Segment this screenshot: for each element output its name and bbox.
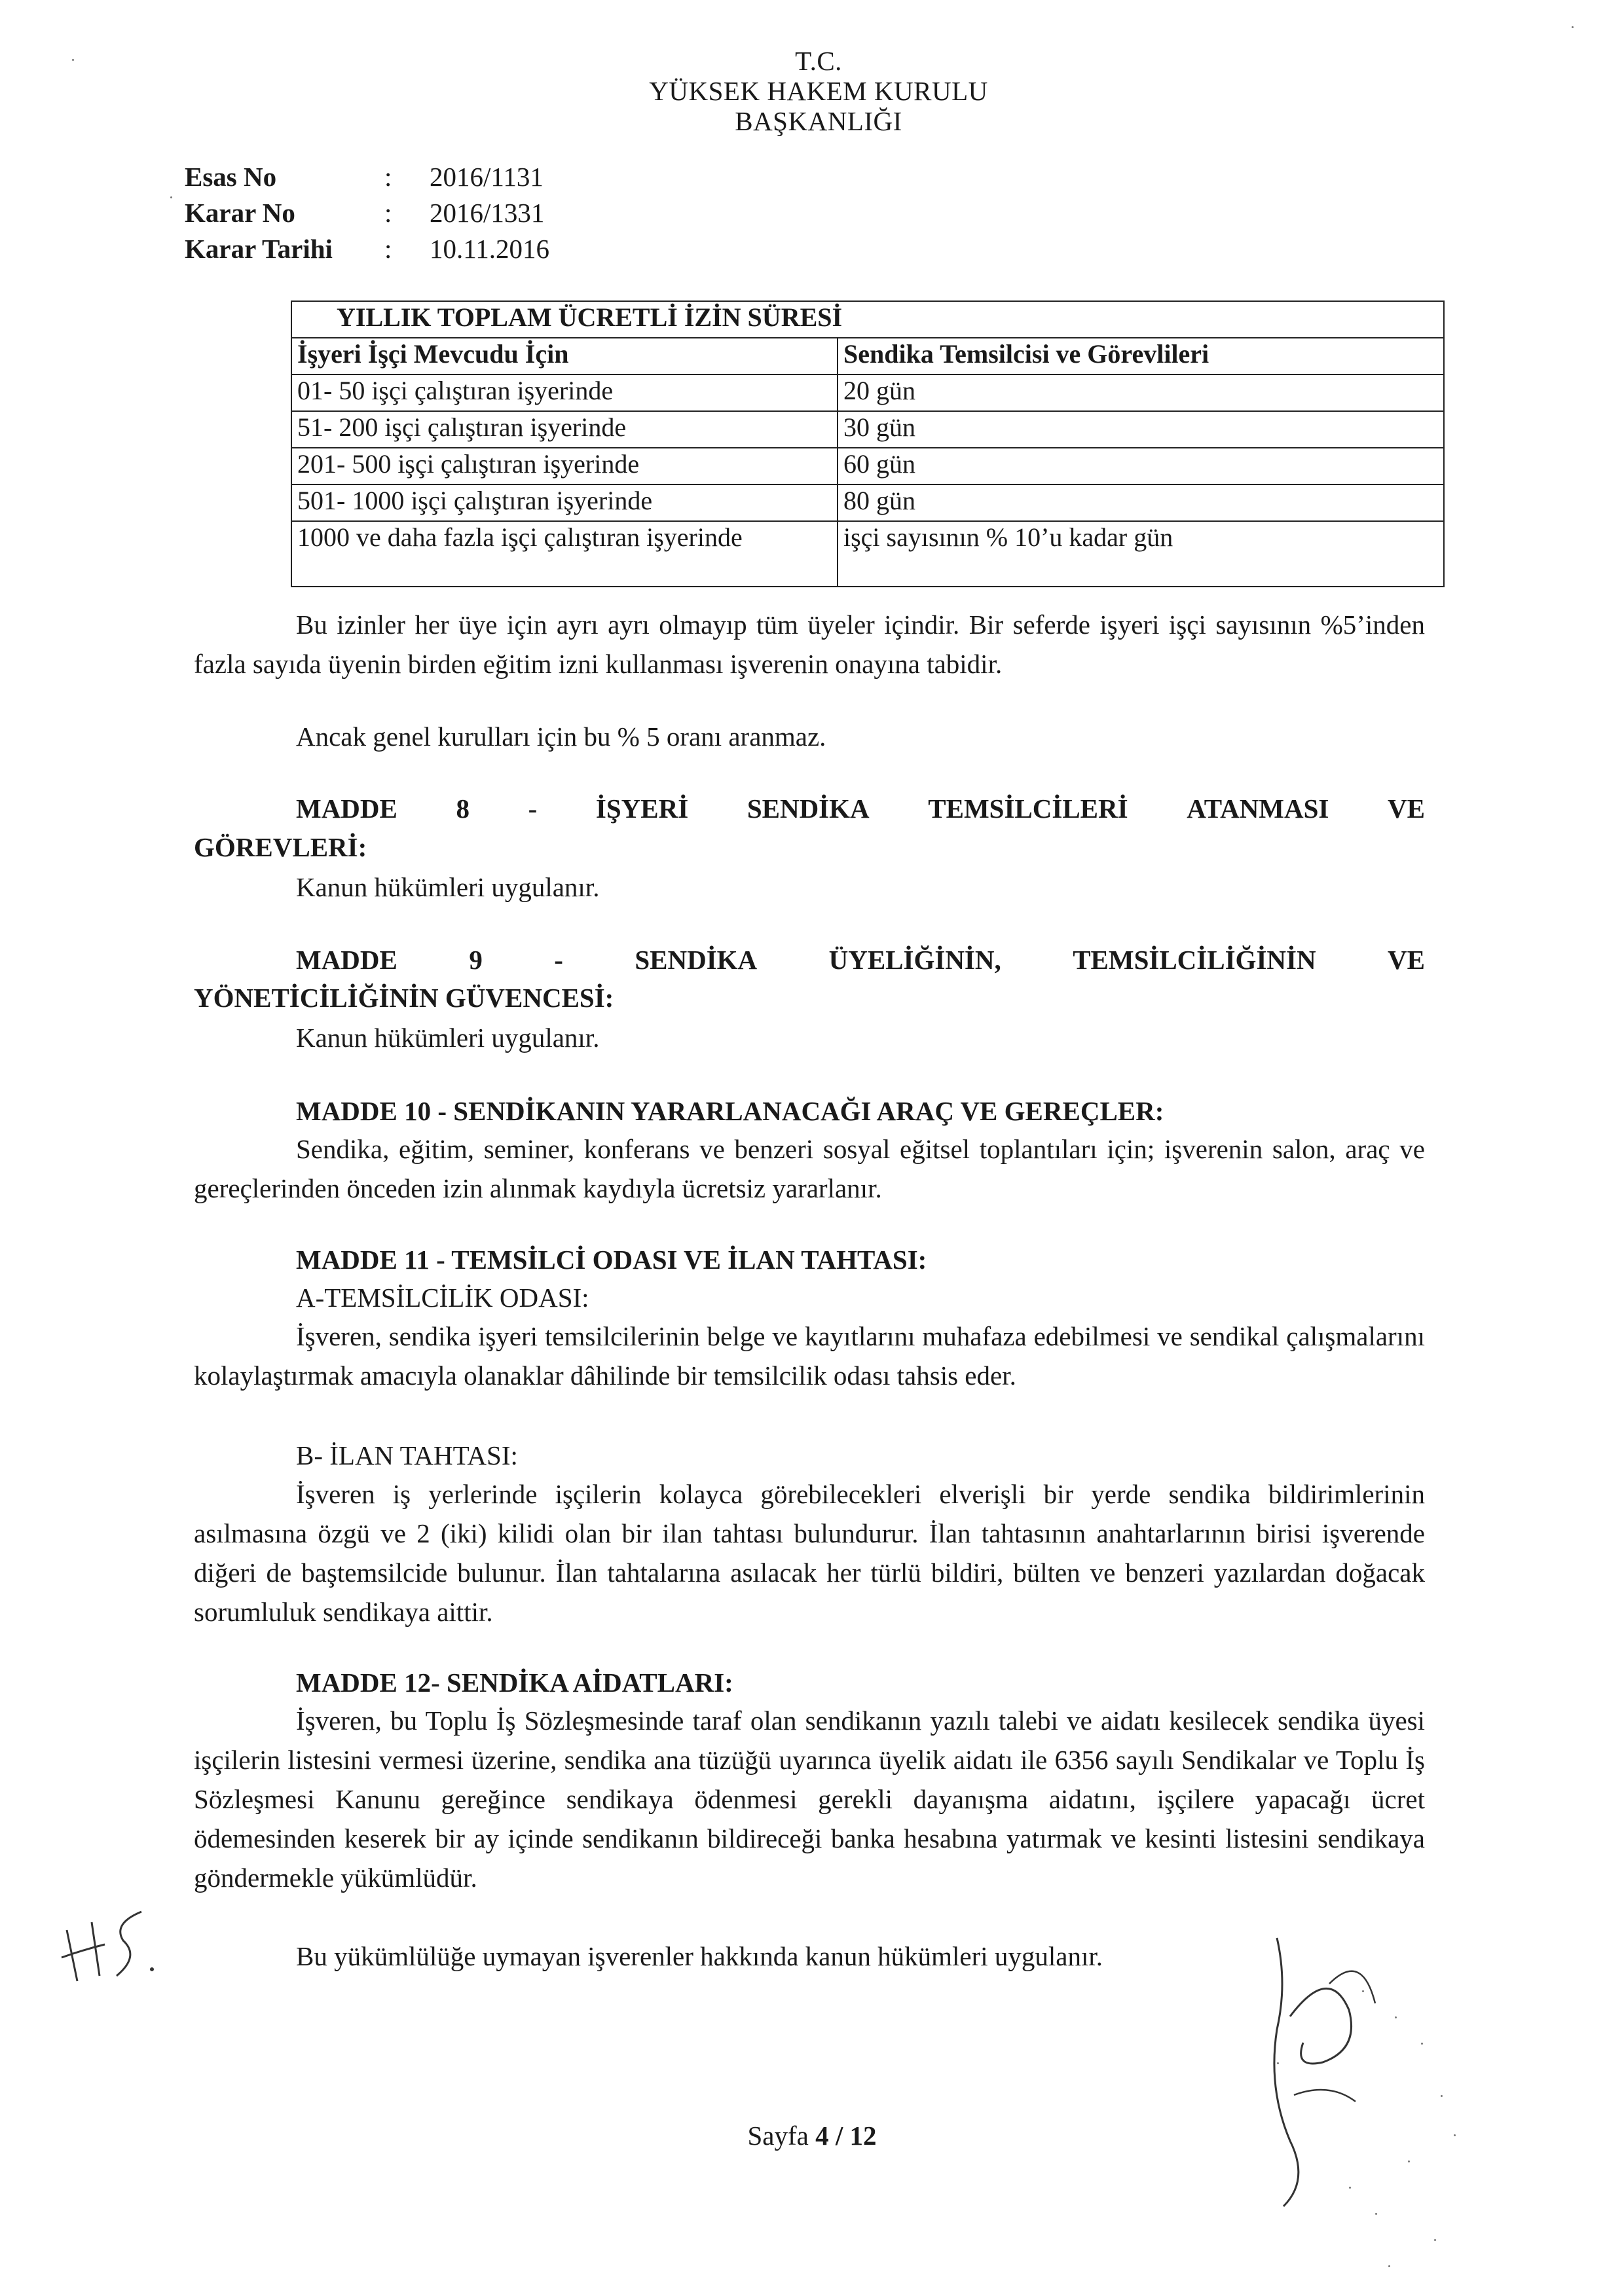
article-9-title-line2: YÖNETİCİLİĞİNİN GÜVENCESİ: [194,983,614,1013]
scan-speck [1572,26,1574,28]
article-10-body: Sendika, eğitim, seminer, konferans ve benzeri sosyal eğitsel toplantıları için; işverenin salon, araç ve gereçlerinden önceden izin alınmak kaydıyla ücretsiz yararlanır. [194,1134,1425,1203]
article-8-title-word: ATANMASI [1187,793,1329,824]
leave-table [291,301,1445,587]
article-9-title-word: SENDİKA [635,945,758,975]
table-title: YILLIK TOPLAM ÜCRETLİ İZİN SÜRESİ [291,301,1444,338]
table-cell: 30 gün [838,411,1444,448]
article-9-title-line1 [296,940,1425,979]
scan-speck [1349,2187,1351,2189]
table-cell: 60 gün [838,448,1444,484]
scan-speck [1454,2134,1456,2136]
article-9-title-word: - [554,945,563,975]
article-11-b-body: İşveren iş yerlerinde işçilerin kolayca görebilecekleri elverişli bir yerde sendika bildirimlerinin asılmasına özgü ve 2 (iki) kilidi olan bir ilan tahtası bulundurur. İlan tahtasının anahtarlarının birisi işverende diğeri de baştemsilcide bulunur. İlan tahtalarına asılacak her türlü bildiri, bülten ve benzeri yazılardan doğacak sorumluluk sendikaya aittir. [194,1479,1425,1627]
table-row [291,521,1444,587]
table-row [291,374,1444,411]
article-9-title-word: MADDE [296,945,397,975]
article-11-title: MADDE 11 - TEMSİLCİ ODASI VE İLAN TAHTASI: [296,1245,927,1275]
scan-speck [1421,2043,1423,2045]
article-8-title-word: SENDİKA [747,793,870,824]
table-row [291,448,1444,484]
article-8-title-word: - [528,793,538,824]
header-line-tc: T.C. [795,46,842,76]
meta-value-esas: 2016/1131 [430,162,544,192]
article-12-body: İşveren, bu Toplu İş Sözleşmesinde taraf olan sendikanın yazılı talebi ve aidatı kesilecek sendika üyesi işçilerin listesini vermesi üzerine, sendika ana tüzüğü uyarınca üyelik aidatı ile 6356 sayılı Sendikalar ve Toplu İş Sözleşmesi Kanunu gereğince sendikaya ödenmesi gerekli dayanışma aidatını, işçilere yapacağı ücret ödemesinden keserek bir ay içinde sendikanın bildireceği banka hesabına yatırmak ve kesinti listesini sendikaya göndermekle yükümlüdür. [194,1705,1425,1893]
meta-value-karar-no: 2016/1331 [430,198,545,228]
meta-sep-karar-no: : [384,198,392,228]
scan-speck [1408,2160,1410,2162]
article-8-title-word: MADDE [296,793,397,824]
scan-speck [72,59,74,61]
article-12-title: MADDE 12- SENDİKA AİDATLARI: [296,1667,733,1698]
header-line-presidency: BAŞKANLIĞI [735,106,902,136]
page-label: Sayfa [747,2121,816,2151]
article-8-title-line1 [296,789,1425,828]
article-8-title-word: TEMSİLCİLERİ [928,793,1128,824]
table-cell: 01- 50 işçi çalıştıran işyerinde [291,374,838,411]
paragraph-general-assembly: Ancak genel kurulları için bu % 5 oranı aranmaz. [296,721,826,752]
page-number: 4 / 12 [815,2121,877,2151]
article-10-title: MADDE 10 - SENDİKANIN YARARLANACAĞI ARAÇ VE GEREÇLER: [296,1096,1164,1126]
scan-speck [1441,2095,1443,2097]
table-header-union: Sendika Temsilcisi ve Görevlileri [838,338,1444,374]
table-cell: 80 gün [838,484,1444,521]
page-footer [0,2120,1624,2151]
table-cell: 1000 ve daha fazla işçi çalıştıran işyerinde [291,521,838,587]
meta-label-karar-tarihi: Karar Tarihi [185,234,333,264]
scan-speck [170,196,172,198]
meta-sep-karar-tarihi: : [384,234,392,264]
table-cell: 201- 500 işçi çalıştıran işyerinde [291,448,838,484]
table-cell: işçi sayısının % 10’u kadar gün [838,521,1444,587]
scan-speck [1434,2239,1436,2241]
article-8-title-word: VE [1388,793,1425,824]
meta-sep-esas: : [384,162,392,192]
handwritten-initials [58,1904,162,1995]
meta-label-esas: Esas No [185,162,277,192]
table-row [291,411,1444,448]
meta-label-karar-no: Karar No [185,198,295,228]
article-9-title-word: ÜYELİĞİNİN, [828,945,1001,975]
paragraph-leave-note: Bu izinler her üye için ayrı ayrı olmayıp tüm üyeler içindir. Bir seferde işyeri işçi sayısının %5’inden fazla sayıda üyenin birden eğitim izni kullanması işverenin onayına tabidir. [194,610,1425,679]
article-8-title-line2: GÖREVLERİ: [194,832,367,862]
document-header [576,46,1061,136]
article-9-title-word: VE [1388,945,1425,975]
table-header-workplace: İşyeri İşçi Mevcudu İçin [291,338,838,374]
article-8-body: Kanun hükümleri uygulanır. [296,872,600,902]
scan-speck [1388,2265,1390,2267]
signature [1231,1925,1428,2239]
scan-speck [1395,2016,1397,2018]
article-8-title-word: İŞYERİ [595,793,689,824]
header-line-institution: YÜKSEK HAKEM KURULU [649,76,988,106]
scan-speck [1375,2213,1377,2215]
article-11-a-title: A-TEMSİLCİLİK ODASI: [296,1283,589,1313]
article-12-body-2: Bu yükümlülüğe uymayan işverenler hakkında kanun hükümleri uygulanır. [296,1941,1103,1971]
meta-value-karar-tarihi: 10.11.2016 [430,234,549,264]
article-11-a-body: İşveren, sendika işyeri temsilcilerinin belge ve kayıtlarını muhafaza edebilmesi ve sendikal çalışmalarını kolaylaştırmak amacıyla olanaklar dâhilinde bir temsilcilik odası tahsis eder. [194,1321,1425,1391]
article-8-title-word: 8 [456,793,470,824]
table-cell: 501- 1000 işçi çalıştıran işyerinde [291,484,838,521]
table-row [291,484,1444,521]
article-9-title-word: TEMSİLCİLİĞİNİN [1073,945,1316,975]
article-11-b-title: B- İLAN TAHTASI: [296,1440,518,1470]
article-9-title-word: 9 [469,945,483,975]
scan-speck [1277,2062,1279,2064]
table-cell: 20 gün [838,374,1444,411]
article-9-body: Kanun hükümleri uygulanır. [296,1023,600,1053]
table-cell: 51- 200 işçi çalıştıran işyerinde [291,411,838,448]
scan-speck [1362,1990,1364,1992]
